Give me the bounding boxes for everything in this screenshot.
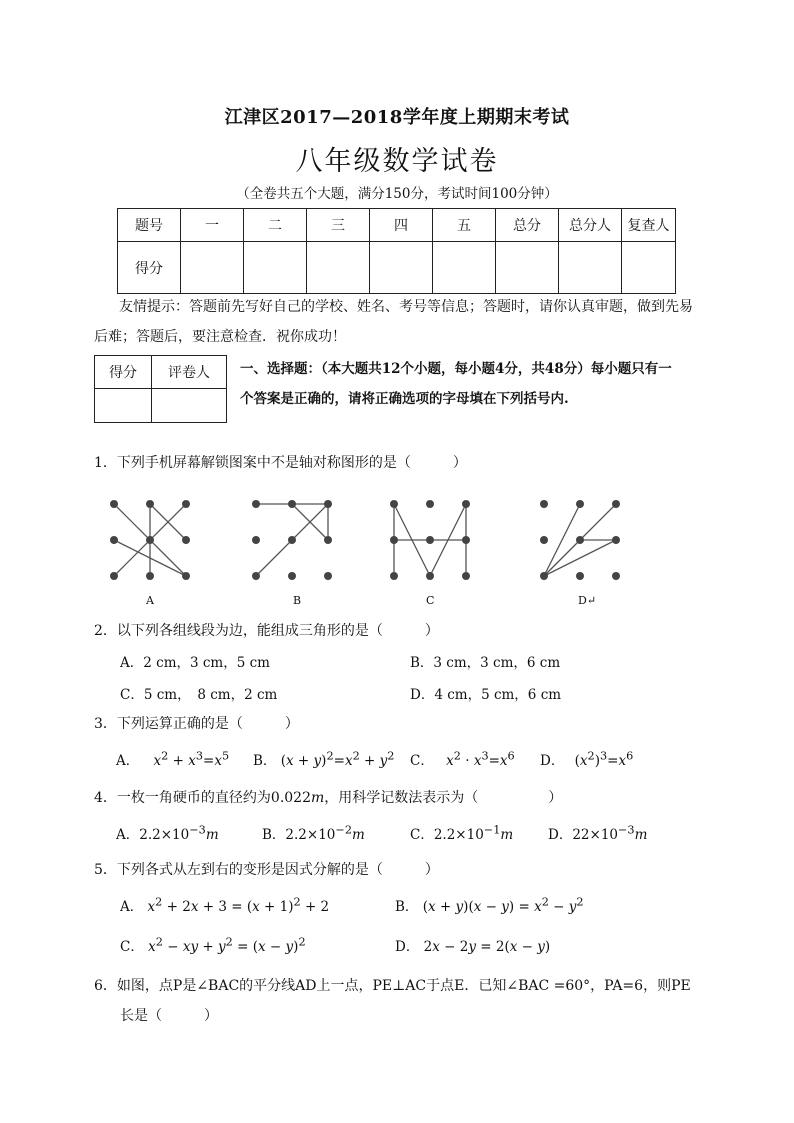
q4-option-d-label: D．22×10 (548, 827, 618, 843)
q4-option-c[interactable] (410, 823, 513, 843)
q4-option-a[interactable] (116, 823, 219, 843)
pattern-b (252, 500, 332, 580)
q3-option-b-expr: $(x + y)^2=x^2 + y^2$ (280, 749, 395, 769)
q3-option-c-label: C． (410, 753, 434, 769)
q4-stem-unit: m (311, 790, 325, 806)
q5-option-c[interactable] (120, 935, 306, 955)
q2-option-b[interactable]: B．3 cm，3 cm，6 cm (410, 655, 561, 671)
pattern-label-a: A (146, 594, 154, 607)
q3-option-d[interactable] (540, 749, 633, 769)
grader-blank-cell[interactable] (152, 389, 227, 423)
exam-title: 江津区2017—2018学年度上期期末考试 (224, 107, 570, 128)
q4-option-c-exp: −1 (483, 823, 501, 837)
tip-line-2: 后难；答题后，要注意检查．祝你成功！ (94, 329, 346, 345)
pattern-d (540, 500, 620, 580)
score-header-cell: 三 (307, 209, 370, 242)
q5-option-d[interactable] (395, 935, 550, 955)
q4-option-b-unit: m (351, 827, 365, 843)
q5-option-b-expr: $(x + y)(x - y) = x^2 - y^2$ (422, 895, 584, 915)
q4-option-b[interactable] (262, 823, 365, 843)
grader-name-label: 评卷人 (152, 356, 227, 389)
score-blank-cell[interactable] (181, 242, 244, 294)
q5-option-a[interactable] (120, 895, 329, 915)
pattern-label-d: D↵ (578, 594, 597, 607)
score-blank-cell[interactable] (559, 242, 622, 294)
q4-option-c-unit: m (500, 827, 514, 843)
q5-option-a-expr: $x^2 + 2x + 3 = (x + 1)^2 + 2$ (147, 895, 330, 915)
question-6-line-2: 长是（ ） (120, 1008, 218, 1024)
q1-unlock-patterns (100, 490, 640, 610)
pattern-c (390, 500, 470, 580)
q4-option-d[interactable] (548, 823, 647, 843)
score-header-cell: 总分 (496, 209, 559, 242)
pattern-a (110, 500, 190, 580)
q5-option-c-expr: $x^2$ − xy + $y^2 = (x - y)^2$ (148, 935, 306, 955)
q4-stem-a: 4．一枚一角硬币的直径约为0.022 (94, 790, 311, 806)
q3-option-b[interactable] (253, 749, 394, 769)
score-header-cell: 总分人 (559, 209, 622, 242)
tip-line-1: 友情提示：答题前先写好自己的学校、姓名、考号等信息；答题时，请你认真审题，做到先易 (119, 299, 693, 315)
q3-option-b-label: B． (253, 753, 277, 769)
q3-option-a-expr: $x^2 + x^3=x^5$ (153, 749, 230, 769)
score-blank-cell[interactable] (307, 242, 370, 294)
q3-option-d-label: D． (540, 753, 565, 769)
section-1-line-1: 一、选择题：（本大题共12个小题，每小题4分，共48分）每小题只有一 (240, 361, 672, 377)
question-1-stem: 1．下列手机屏幕解锁图案中不是轴对称图形的是（ ） (94, 455, 467, 471)
grader-table (94, 355, 227, 423)
score-header-cell: 复查人 (622, 209, 676, 242)
score-header-cell: 二 (244, 209, 307, 242)
score-header-cell: 四 (370, 209, 433, 242)
q3-option-a-label: A． (116, 753, 140, 769)
score-blank-cell[interactable] (622, 242, 676, 294)
exam-subtitle: 八年级数学试卷 (295, 146, 499, 177)
q5-option-d-expr: 2x − 2y = 2(x − y) (423, 939, 551, 955)
grader-blank-cell[interactable] (95, 389, 152, 423)
score-blank-cell[interactable] (370, 242, 433, 294)
q4-option-b-exp: −2 (335, 823, 352, 837)
q4-option-c-label: C．2.2×10 (410, 827, 484, 843)
score-header-cell: 一 (181, 209, 244, 242)
score-header-cell: 题号 (118, 209, 181, 242)
score-table (117, 208, 676, 294)
q4-option-a-exp: −3 (189, 823, 206, 837)
pattern-label-b: B (293, 594, 302, 607)
q2-option-a[interactable]: A．2 cm，3 cm，5 cm (120, 655, 270, 671)
q3-option-c[interactable] (410, 749, 515, 769)
q4-option-a-unit: m (205, 827, 219, 843)
q4-option-d-exp: −3 (618, 823, 635, 837)
q5-option-c-label: C． (120, 939, 144, 955)
q3-option-d-expr: $(x^2)^3=x^6$ (574, 749, 634, 769)
q3-option-c-expr: $x^2 \cdot x^3=x^6$ (446, 749, 515, 769)
question-4-stem (94, 787, 562, 807)
q4-stem-b: ，用科学记数法表示为（ ） (324, 790, 563, 806)
q2-option-c[interactable]: C．5 cm， 8 cm，2 cm (120, 687, 278, 703)
score-row-label: 得分 (118, 242, 181, 294)
question-5-stem: 5．下列各式从左到右的变形是因式分解的是（ ） (94, 862, 439, 878)
q3-option-a[interactable] (116, 749, 229, 769)
q5-option-d-label: D． (395, 939, 420, 955)
q2-option-d[interactable]: D．4 cm，5 cm，6 cm (410, 687, 562, 703)
question-2-stem: 2．以下列各组线段为边，能组成三角形的是（ ） (94, 623, 439, 639)
exam-note: （全卷共五个大题，满分150分，考试时间100分钟） (236, 186, 558, 202)
question-3-stem: 3．下列运算正确的是（ ） (94, 716, 299, 732)
q5-option-b-label: B． (395, 899, 419, 915)
q5-option-a-label: A． (120, 899, 144, 915)
score-blank-cell[interactable] (244, 242, 307, 294)
score-header-cell: 五 (433, 209, 496, 242)
q4-option-a-label: A．2.2×10 (116, 827, 190, 843)
q4-option-b-label: B．2.2×10 (262, 827, 336, 843)
q4-option-d-unit: m (634, 827, 648, 843)
score-blank-cell[interactable] (433, 242, 496, 294)
pattern-label-c: C (426, 594, 435, 607)
question-6-line-1: 6．如图，点P是∠BAC的平分线AD上一点，PE⊥AC于点E．已知∠BAC =60°，PA=6，则PE (94, 978, 691, 994)
section-1-line-2: 个答案是正确的，请将正确选项的字母填在下列括号内. (240, 391, 569, 407)
grader-score-label: 得分 (95, 356, 152, 389)
score-blank-cell[interactable] (496, 242, 559, 294)
q5-option-b[interactable] (395, 895, 584, 915)
